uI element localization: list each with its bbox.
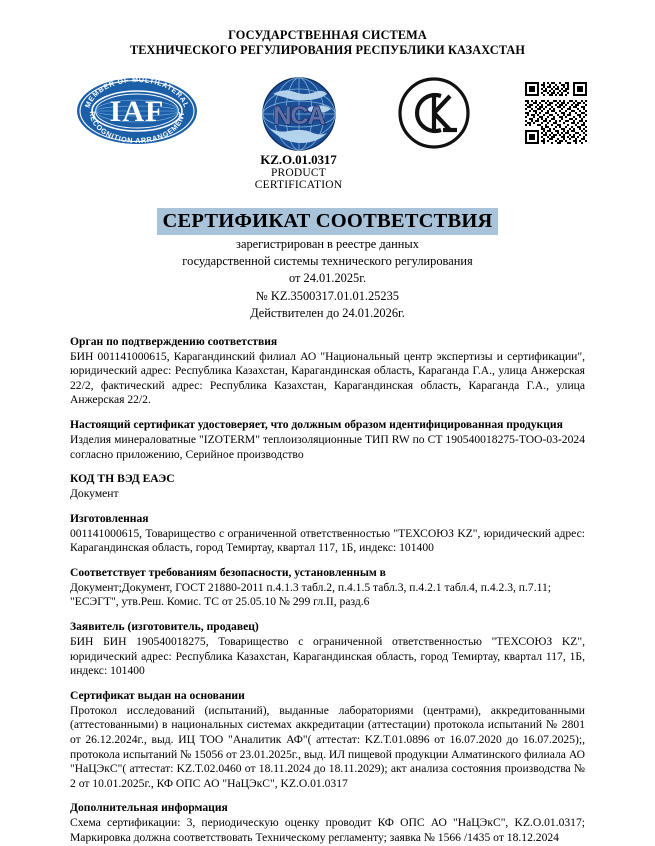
certificate-number: № KZ.3500317.01.01.25235 bbox=[256, 288, 399, 303]
header-line-1: ГОСУДАРСТВЕННАЯ СИСТЕМА bbox=[228, 28, 427, 42]
section-manufactured-by bbox=[70, 511, 585, 556]
section-safety-requirements bbox=[70, 565, 585, 610]
svg-text:IAF: IAF bbox=[109, 95, 164, 128]
section-heading: Настоящий сертификат удостоверяет, что должным образом идентифицированная продукция bbox=[70, 417, 563, 431]
section-text: Документ;Документ, ГОСТ 21880-2011 п.4.1.3 табл.2, п.4.1.5 табл.3, п.4.2.1 табл.4, п.4.2.3, п.7.11; "ЕСЭГТ", утв.Реш. Комис. ТС от 25.05.10 № 299 гл.II, разд.6 bbox=[70, 580, 551, 609]
document-header bbox=[0, 0, 655, 58]
nca-caption bbox=[255, 154, 343, 192]
section-product-identification bbox=[70, 417, 585, 462]
section-heading: Соответствует требованиям безопасности, установленным в bbox=[70, 565, 386, 579]
svg-text:MEMBER OF MULTILATERAL: MEMBER OF MULTILATERAL bbox=[82, 76, 191, 110]
nca-caption-line-2: CERTIFICATION bbox=[254, 179, 343, 191]
section-applicant bbox=[70, 619, 585, 679]
section-text: БИН 001141000615, Карагандинский филиал АО "Национальный центр экспертизы и сертификации", юридический адрес: Республика Казахстан, Карагандинская область, Караганда Г.А., улица Анжерская 22/2, фактический адрес: Республика Казахстан, Карагандинская область, Караганда Г.А., улица Анжерская 22/2. bbox=[70, 349, 585, 407]
section-heading: КОД ТН ВЭД ЕАЭС bbox=[70, 472, 175, 486]
section-heading: Орган по подтверждению соответствия bbox=[70, 334, 278, 348]
svg-text:NCA: NCA bbox=[272, 102, 325, 130]
section-tnved-code bbox=[70, 471, 585, 502]
qr-code-icon bbox=[523, 80, 589, 146]
section-heading: Заявитель (изготовитель, продавец) bbox=[70, 620, 259, 634]
section-heading: Сертификат выдан на основании bbox=[70, 688, 245, 702]
title-subline-1: зарегистрирован в реестре данных bbox=[236, 236, 419, 251]
header-line-2: ТЕХНИЧЕСКОГО РЕГУЛИРОВАНИЯ РЕСПУБЛИКИ КАЗАХСТАН bbox=[129, 43, 526, 57]
iaf-logo-cell bbox=[73, 76, 201, 146]
qr-cell bbox=[523, 76, 589, 146]
valid-until: Действителен до 24.01.2026г. bbox=[250, 306, 405, 321]
section-heading: Дополнительная информация bbox=[70, 801, 228, 815]
section-text: БИН БИН 190540018275, Товарищество с ограниченной ответственностью "ТЕХСОЮЗ KZ", юридический адрес: Республика Казахстан, Карагандинская область, город Темиртау, квартал 117, 1Б, индекс: 101400 bbox=[70, 635, 585, 678]
section-heading: Изготовленная bbox=[70, 511, 149, 525]
section-text: Схема сертификации: 3, периодическую оценку проводит КФ ОПС АО "НаЦЭкС", KZ.O.01.0317; Маркировка должна соответствовать Техническому регламенту; заявка № 1566 /1435 от 18.12.2024 bbox=[70, 816, 585, 844]
kazakhstan-conformity-mark-icon bbox=[397, 76, 471, 150]
title-block bbox=[0, 208, 655, 322]
certificate-body bbox=[70, 334, 585, 846]
nca-caption-line-1: PRODUCT bbox=[270, 166, 327, 179]
section-additional-information bbox=[70, 800, 585, 845]
title-subline-2: государственной системы технического регулирования bbox=[182, 253, 473, 268]
svg-text:RECOGNITION ARRANGEMENT: RECOGNITION ARRANGEMENT bbox=[87, 110, 186, 146]
page-title: СЕРТИФИКАТ СООТВЕТСТВИЯ bbox=[157, 208, 499, 235]
section-certification-body bbox=[70, 334, 585, 408]
section-text: 001141000615, Товарищество с ограниченной ответственностью "ТЕХСОЮЗ KZ", юридический адрес: Карагандинская область, город Темиртау, квартал 117, 1Б, индекс: 101400 bbox=[70, 526, 585, 555]
section-text: Документ bbox=[70, 487, 119, 501]
section-text: Изделия минераловатные "IZOTERM" теплоизоляционные ТИП RW по СТ 190540018275-ТОО-03-2024 согласно приложению, Серийное производство bbox=[70, 432, 585, 461]
registration-date: от 24.01.2025г. bbox=[288, 271, 367, 286]
section-text: Протокол исследований (испытаний), выданные лабораториями (центрами), аккредитованными (аттестованными) в национальных системах аккредитации (аттестации) протокола испытаний № 2801 от 26.12.2024г., выд. ИЦ ТОО "Аналитик АФ"( аттестат: KZ.Т.01.0896 от 16.07.2020 до 16.07.2025);, протокола испытаний № 15056 от 23.01.2025г., выд. ИЛ пищевой продукции Алматинского филиала АО "НаЦЭкС"( аттестат: KZ.Т.02.0460 от 18.11.2024 до 18.11.2029); акт анализа состояния производства № 2 от 10.01.2025г., КФ ОПС АО "НаЦЭкС", KZ.O.01.0317 bbox=[70, 703, 585, 790]
nca-logo-cell bbox=[253, 76, 345, 192]
nca-code: KZ.O.01.0317 bbox=[260, 152, 337, 167]
iaf-logo bbox=[73, 76, 201, 146]
nca-globe-icon bbox=[253, 76, 345, 152]
kz-mark-cell bbox=[397, 76, 471, 150]
logo-strip bbox=[0, 76, 655, 192]
section-issued-on-basis bbox=[70, 688, 585, 792]
